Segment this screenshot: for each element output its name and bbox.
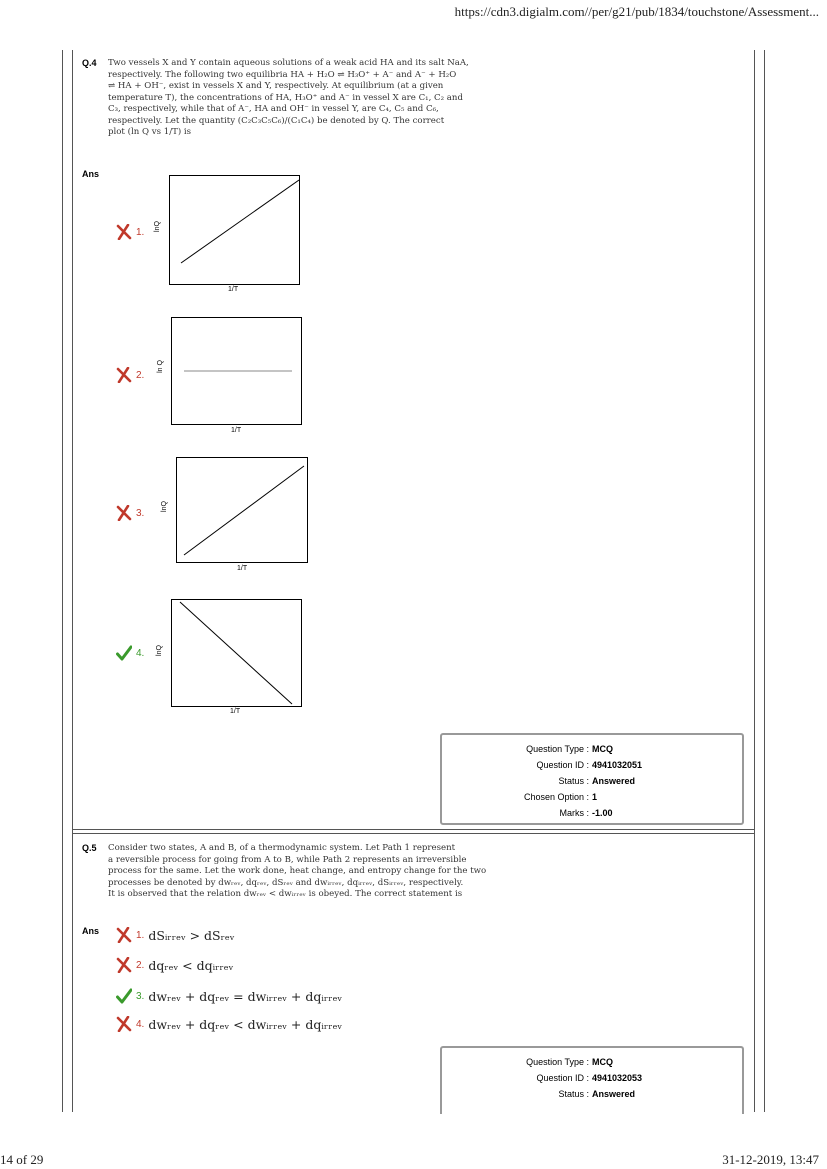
info-value: Answered [592, 1089, 636, 1099]
cross-icon [116, 927, 132, 943]
q4-text [108, 58, 541, 139]
info-label: Status : [558, 776, 589, 786]
cross-icon [116, 505, 132, 521]
q4-text-line: ⇌ HA + OH⁻, exist in vessels X and Y, respectively. At equilibrium (at a given [108, 81, 444, 91]
info-label: Question ID : [536, 760, 589, 770]
plot-line [172, 600, 301, 706]
option-formula: dwᵣₑᵥ + dqᵣₑᵥ = dwᵢᵣᵣₑᵥ + dqᵢᵣᵣₑᵥ [148, 988, 343, 1004]
option-number: 4. [136, 647, 145, 659]
info-row-type [442, 741, 742, 757]
q4-option-2[interactable] [116, 367, 144, 383]
q4-option-1[interactable] [116, 224, 144, 240]
info-value: 4941032053 [592, 1073, 643, 1083]
plot-frame [171, 317, 302, 425]
option-number: 3. [136, 507, 145, 519]
q4-text-line: Two vessels X and Y contain aqueous solutions of a weak acid HA and its salt NaA, [108, 58, 469, 68]
cross-icon [116, 367, 132, 383]
info-label: Question Type : [526, 1057, 589, 1067]
plot-line [172, 318, 301, 424]
frame-right-outer [764, 50, 765, 1112]
q5-option-4[interactable] [116, 1016, 342, 1032]
q5-top-divider [72, 833, 754, 834]
info-value: 4941032051 [592, 760, 643, 770]
info-row-status [442, 773, 742, 789]
option-formula: dqᵣₑᵥ < dqᵢᵣᵣₑᵥ [148, 957, 234, 973]
plot-xlabel: 1/T [231, 427, 242, 434]
info-row-id [442, 1070, 742, 1086]
info-label: Question Type : [526, 744, 589, 754]
q4-text-line: temperature T), the concentrations of HA, H₃O⁺ and A⁻ in vessel X are C₁, C₂ and [108, 92, 463, 103]
option-number: 2. [136, 959, 145, 971]
cross-icon [116, 224, 132, 240]
info-row-chosen [442, 789, 742, 805]
q5-number: Q.5 [82, 843, 97, 853]
q4-plot-1 [150, 175, 310, 300]
q4-plot-2 [152, 317, 312, 442]
plot-ylabel: lnQ [160, 501, 168, 512]
plot-xlabel: 1/T [230, 708, 241, 715]
info-row-id [442, 757, 742, 773]
plot-frame [171, 599, 302, 707]
q5-option-3[interactable] [116, 988, 342, 1004]
page-url: https://cdn3.digialm.com//per/g21/pub/1834/touchstone/Assessment... [454, 4, 819, 19]
plot-xlabel: 1/T [237, 565, 248, 572]
info-label: Chosen Option : [523, 792, 589, 802]
info-row-type [442, 1054, 742, 1070]
info-label: Question ID : [536, 1073, 589, 1083]
info-label: Marks : [559, 808, 589, 818]
info-row-marks [442, 805, 742, 821]
q5-info-box [440, 1046, 744, 1114]
info-value: -1.00 [592, 808, 613, 818]
q4-number: Q.4 [82, 58, 97, 68]
q5-text-line: It is observed that the relation dwᵣₑᵥ < dwᵢᵣᵣₑᵥ is obeyed. The correct statement is [108, 889, 463, 899]
option-number: 1. [136, 929, 145, 941]
q4-option-3[interactable] [116, 505, 144, 521]
option-formula: dSᵢᵣᵣₑᵥ > dSᵣₑᵥ [148, 927, 235, 943]
q4-info-box [440, 733, 744, 825]
plot-ylabel: lnQ [155, 645, 163, 656]
plot-frame [169, 175, 300, 285]
plot-frame [176, 457, 308, 563]
info-label: Status : [558, 1089, 589, 1099]
print-datetime: 31-12-2019, 13:47 [722, 1152, 819, 1167]
info-value: Answered [592, 776, 636, 786]
frame-left-inner [72, 50, 73, 1112]
check-icon [116, 988, 132, 1004]
frame-left-outer [62, 50, 63, 1112]
q5-option-1[interactable] [116, 927, 234, 943]
q4-text-line: plot (ln Q vs 1/T) is [108, 127, 192, 137]
q5-ans-label: Ans [82, 926, 100, 936]
q5-text-line: process for the same. Let the work done, heat change, and entropy change for the two [108, 866, 487, 876]
q4-ans-label: Ans [82, 169, 100, 179]
info-value: MCQ [592, 744, 613, 754]
plot-xlabel: 1/T [228, 286, 239, 293]
option-number: 3. [136, 990, 145, 1002]
q4-plot-4 [152, 599, 312, 724]
check-icon [116, 645, 132, 661]
option-number: 1. [136, 226, 145, 238]
q5-option-2[interactable] [116, 957, 233, 973]
frame-right-inner [754, 50, 755, 1112]
q4-text-line: respectively. Let the quantity (C₂C₃C₅C₆)/(C₁C₄) be denoted by Q. The correct [108, 115, 445, 126]
info-value: MCQ [592, 1057, 613, 1067]
q4-text-line: C₃, respectively, while that of A⁻, HA and OH⁻ in vessel Y, are C₄, C₅ and C₆, [108, 104, 439, 114]
q4-plot-3 [157, 457, 317, 582]
info-value: 1 [592, 792, 598, 802]
plot-line [177, 458, 307, 562]
cross-icon [116, 1016, 132, 1032]
q4-bottom-divider [72, 829, 754, 830]
q5-text-line: processes be denoted by dwᵣₑᵥ, dqᵣₑᵥ, dSᵣₑᵥ and dwᵢᵣᵣₑᵥ, dqᵢᵣᵣₑᵥ, dSᵢᵣᵣₑᵥ, respectively. [108, 877, 464, 888]
q4-text-line: respectively. The following two equilibria HA + H₂O ⇌ H₃O⁺ + A⁻ and A⁻ + H₂O [108, 69, 457, 80]
cross-icon [116, 957, 132, 973]
info-row-status [442, 1086, 742, 1102]
plot-ylabel: ln Q [156, 360, 164, 373]
plot-ylabel: lnQ [153, 221, 161, 232]
q4-option-4[interactable] [116, 645, 144, 661]
option-number: 4. [136, 1018, 145, 1030]
q5-text-line: Consider two states, A and B, of a thermodynamic system. Let Path 1 represent [108, 843, 456, 853]
q5-text-line: a reversible process for going from A to B, while Path 2 represents an irreversible [108, 854, 467, 865]
option-formula: dwᵣₑᵥ + dqᵣₑᵥ < dwᵢᵣᵣₑᵥ + dqᵢᵣᵣₑᵥ [148, 1016, 343, 1032]
q5-text [108, 843, 541, 901]
page-number: 14 of 29 [0, 1152, 44, 1167]
option-number: 2. [136, 369, 145, 381]
plot-line [170, 176, 299, 284]
